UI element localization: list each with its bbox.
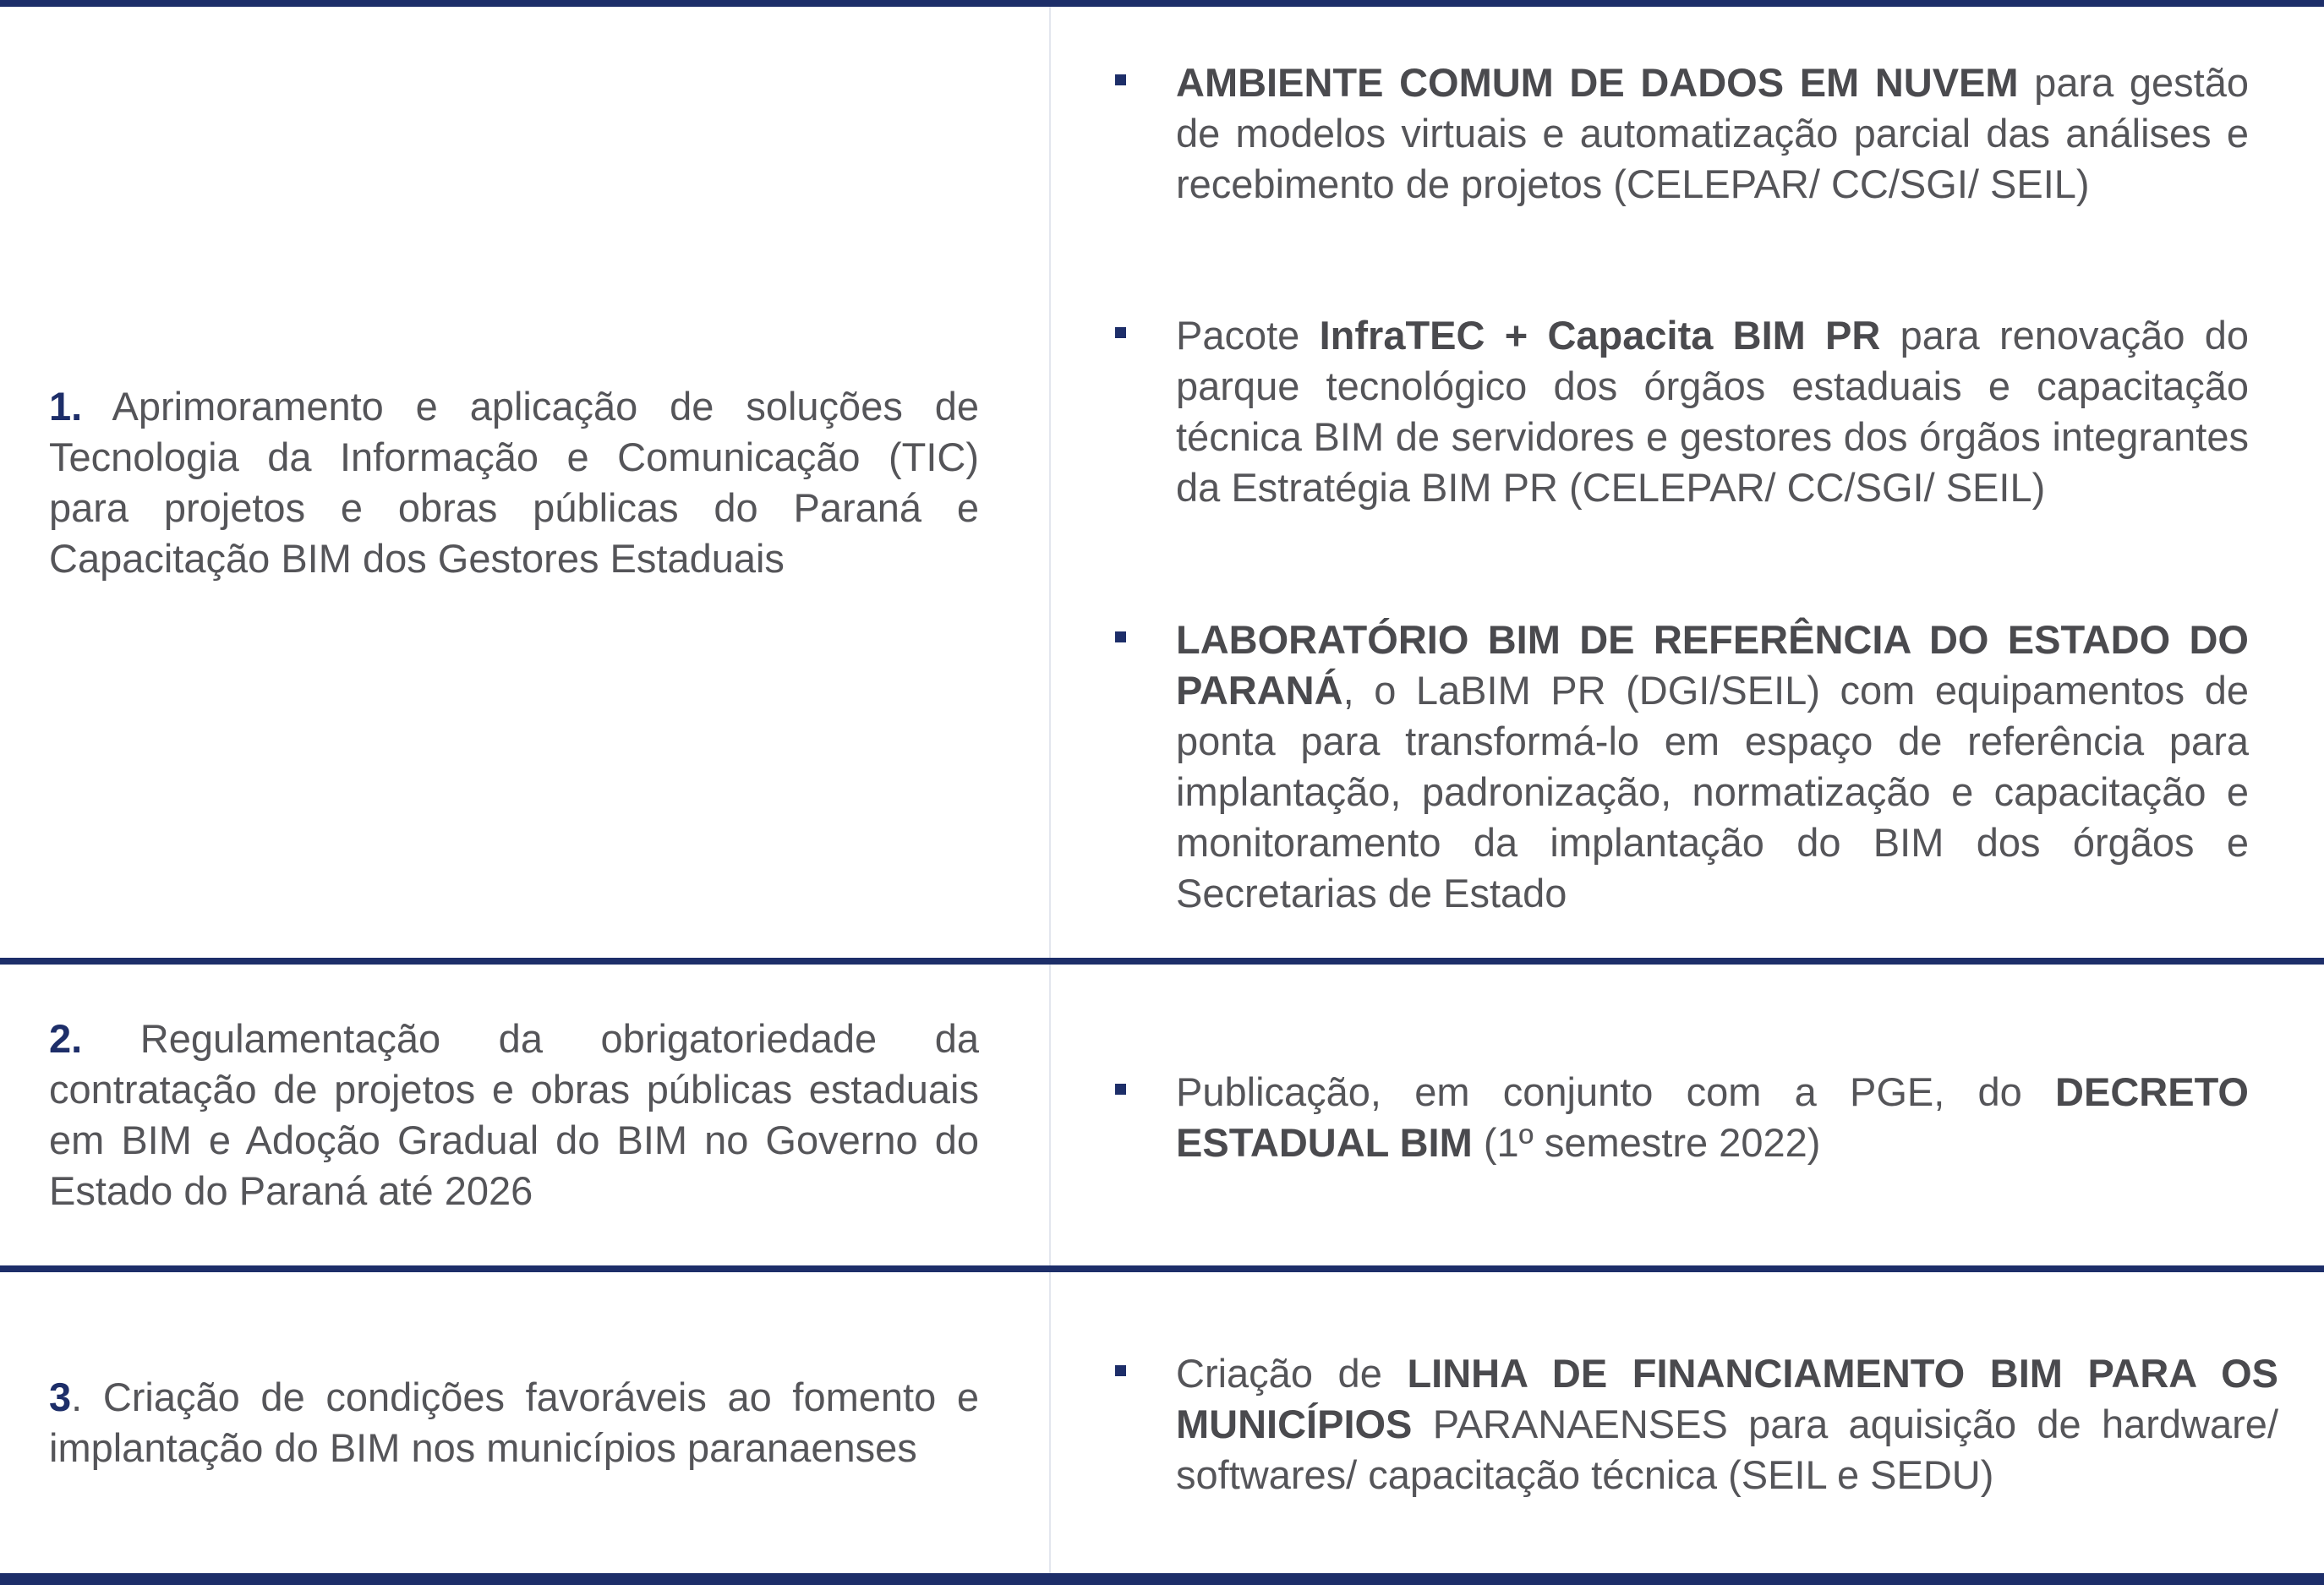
action-item: [1113, 57, 2249, 210]
action-item: [1113, 1067, 2249, 1168]
action-text: para renovação do parque tecnológico dos órgãos estaduais e capacitação técnica BIM de servidores e gestores dos órgãos integrantes da Estratégia BIM PR (CELEPAR/ CC/SGI/ SEIL): [1176, 313, 2250, 510]
action-text: (1º semestre 2022): [1472, 1120, 1821, 1165]
action-highlight: LINHA DE FINANCIAMENTO BIM PARA OS MUNICÍPIOS: [1176, 1351, 2278, 1446]
action-text: PARANAENSES para aquisição de hardware/ softwares/ capacitação técnica (SEIL e SEDU): [1176, 1402, 2278, 1497]
objective-text: Regulamentação da obrigatoriedade da contratação de projetos e obras públicas estaduais em BIM e Adoção Gradual do BIM no Governo do Estado do Paraná até 2026: [49, 1016, 979, 1213]
square-bullet-icon: [1115, 1365, 1126, 1376]
row-number: 1.: [49, 383, 83, 429]
action-item: [1113, 615, 2249, 919]
column-divider: [1049, 1272, 1051, 1573]
row-divider: [0, 958, 2324, 965]
row-number: 2.: [49, 1016, 83, 1061]
square-bullet-icon: [1115, 1084, 1126, 1095]
column-divider: [1049, 965, 1051, 1265]
objective-text: Aprimoramento e aplicação de soluções de Tecnologia da Informação e Comunicação (TIC) para projetos e obras públicas do Paraná e Capacitação BIM dos Gestores Estaduais: [49, 383, 979, 581]
table-top-border: [0, 0, 2324, 7]
action-highlight: InfraTEC + Capacita BIM PR: [1319, 313, 1881, 358]
row-divider: [0, 1265, 2324, 1272]
table-bottom-border: [0, 1573, 2324, 1585]
action-item: [1113, 1348, 2278, 1500]
row-3-objective: [49, 1272, 979, 1573]
action-highlight: AMBIENTE COMUM DE DADOS EM NUVEM: [1176, 60, 2019, 105]
row-3-actions: [1113, 1272, 2278, 1573]
action-text: para gestão de modelos virtuais e automatização parcial das análises e recebimento de projetos (CELEPAR/ CC/SGI/ SEIL): [1176, 60, 2249, 206]
action-text: Criação de: [1176, 1351, 1408, 1396]
action-text: Publicação, em conjunto com a PGE, do: [1176, 1069, 2056, 1114]
row-number: 3: [49, 1375, 72, 1419]
objective-text: . Criação de condições favoráveis ao fomento e implantação do BIM nos municípios paranaenses: [49, 1375, 979, 1470]
square-bullet-icon: [1115, 74, 1126, 85]
action-item: [1113, 310, 2249, 513]
square-bullet-icon: [1115, 327, 1126, 338]
action-highlight: LABORATÓRIO BIM DE REFERÊNCIA DO ESTADO DO PARANÁ: [1176, 617, 2249, 713]
action-text: , o LaBIM PR (DGI/SEIL) com equipamentos de ponta para transformá-lo em espaço de referência para implantação, padronização, normatização e capacitação e monitoramento da implantação do BIM dos órgãos e Secretarias de Estado: [1176, 668, 2249, 915]
row-1-objective: [49, 7, 979, 958]
row-2-actions: [1113, 965, 2249, 1265]
action-highlight: DECRETO ESTADUAL BIM: [1176, 1069, 2249, 1165]
action-text: Pacote: [1176, 313, 1320, 358]
row-1-actions: [1113, 7, 2249, 958]
column-divider: [1049, 7, 1051, 958]
row-2-objective: [49, 965, 979, 1265]
square-bullet-icon: [1115, 631, 1126, 642]
